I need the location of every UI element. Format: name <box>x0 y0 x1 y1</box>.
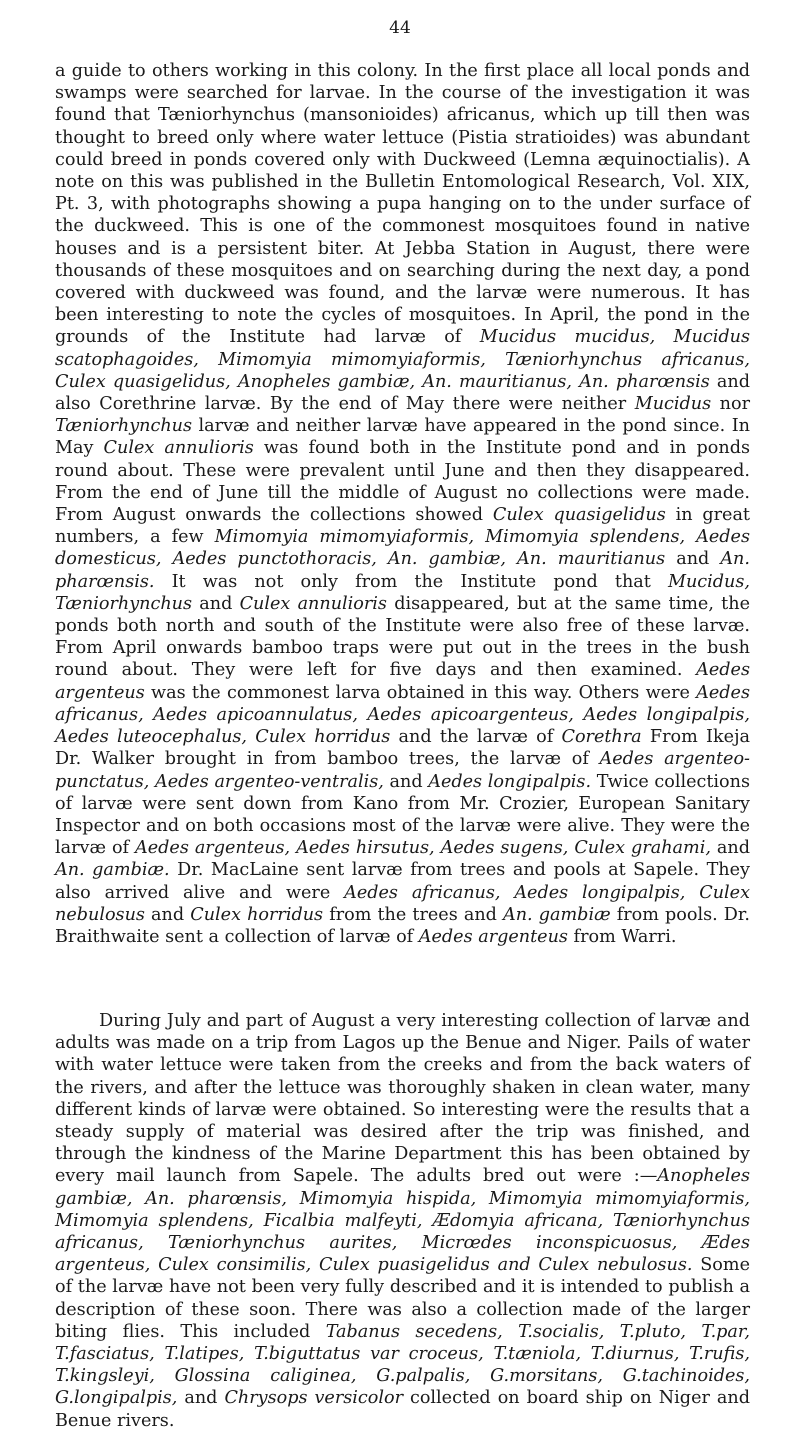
text-run: in great numbers, a few <box>55 505 751 548</box>
species-name: Culex quasigelidus <box>492 505 666 526</box>
species-name: An. gambiæ <box>503 904 611 925</box>
species-name: Aedes argenteus, Aedes hirsutus, Aedes sugens, Culex grahami, <box>135 838 711 859</box>
text-run: nor <box>711 394 750 415</box>
text-run: From Ikeja Dr. Walker brought in from bamboo trees, the larvæ of <box>55 727 751 770</box>
species-name: Culex horridus <box>190 904 324 925</box>
text-run: a guide to others working in this colony. In the first place all local ponds and swamps were searched for larvae. In the course of the investigation it was found that Tæniorhynchus (mansonioides) africanus, which up till then was thought to breed only where water lettuce (Pistia stratioides) was abundant could breed in ponds covered only with Duckweed (Lemna æquinoctialis). A note on this was published in the Bulletin Entomological Research, Vol. XIX, Pt. 3, with photographs showing a pupa hanging on to the under surface of the duckweed. This is one of the commonest mosquitoes found in native houses and is a persistent biter. At Jebba Station in August, there were thousands of these mosquitoes and on searching during the next day, a pond covered with duckweed was found, and the larvæ were numerous. It has been interesting to note the cycles of mosquitoes. In April, the pond in the grounds of the Institute had larvæ of <box>55 61 750 348</box>
species-name: Aedes longipalpis. <box>428 771 592 792</box>
species-name: Mucidus mucidus, Mucidus scatophagoides, Mimomyia mimomyiaformis, Tæniorhynchus africanus, Culex quasigelidus, Anopheles gambiæ, An. mauritianus, An. pharœnsis <box>55 327 750 392</box>
text-run: and <box>665 549 721 570</box>
text-run: and <box>144 904 191 925</box>
body-text <box>55 60 750 948</box>
species-name: Mucidus, Tæniorhynchus <box>55 571 750 614</box>
text-run: larvæ and neither larvæ have appeared in the pond since. In May <box>55 416 750 459</box>
species-name: Mimomyia mimomyiaformis, Mimomyia splendens, Aedes domesticus, Aedes punctothoracis, An. gambiæ, An. mauritianus <box>55 527 751 570</box>
text-run: and the larvæ of <box>390 727 562 748</box>
text-run: disappeared, but at the same time, the ponds both north and south of the Institute were also free of these larvæ. From April onwards bamboo traps were put out in the trees in the bush round about. They were left for five days and then examined. <box>55 593 750 681</box>
species-name: An. pharœnsis. <box>55 549 750 592</box>
species-name: Aedes argenteus <box>55 660 750 703</box>
species-name: Anopheles gambiæ, An. pharœnsis, Mimomyia hispida, Mimomyia mimomyiaformis, Mimomyia splendens, Ficalbia malfeyti, Ædomyia africana, Tæniorhynchus africanus, Tæniorhynchus aurites, Micrœdes inconspicuosus, Ædes argenteus, Culex consimilis, Culex puasigelidus and Culex nebulosus. <box>55 1166 750 1276</box>
species-name: Aedes africanus, Aedes longipalpis, Culex nebulosus <box>55 882 750 925</box>
text-run: Dr. MacLaine sent larvæ from trees and pools at Sapele. They also arrived alive and were <box>55 860 750 903</box>
species-name: An. gambiæ. <box>55 860 170 881</box>
text-run: from the trees and <box>323 904 504 925</box>
species-name: Aedes argenteus <box>418 926 568 947</box>
text-run: and <box>177 1388 225 1409</box>
text-run: and <box>710 838 750 859</box>
text-run: It was not only from the Institute pond that <box>154 571 668 592</box>
text-run: collected on board ship on Niger and Benue rivers. <box>55 1388 750 1431</box>
text-run: and <box>192 593 240 614</box>
text-run: from pools. Dr. Braithwaite sent a collection of larvæ of <box>55 904 750 947</box>
species-name: Mucidus <box>634 394 712 415</box>
paragraph-1 <box>55 60 750 948</box>
paragraph-2 <box>55 1010 750 1432</box>
text-run: and <box>383 771 429 792</box>
text-run: During July and part of August a very interesting collection of larvæ and adults was made on a trip from Lagos up the Benue and Niger. Pails of water with water lettuce were taken from the creeks and from the back waters of the rivers, and after the lettuce was thoroughly shaken in clean water, many different kinds of larvæ were obtained. So interesting were the results that a steady supply of material was desired after the trip was finished, and through the kindness of the Marine Department this has been obtained by every mail launch from Sapele. The adults bred out were :— <box>55 1011 750 1187</box>
species-name: Culex annulioris <box>239 593 387 614</box>
text-run: from Warri. <box>567 926 677 947</box>
species-name: Aedes africanus, Aedes apicoannulatus, Aedes apicoargenteus, Aedes longipalpis, Aedes luteocephalus, Culex horridus <box>55 682 750 748</box>
species-name: Corethra <box>561 727 642 748</box>
body-text-continued <box>55 1010 750 1432</box>
species-name: Tabanus secedens, T.socialis, T.pluto, T.par, T.fasciatus, T.latipes, T.biguttatus var croceus, T.tæniola, T.diurnus, T.rufis, T.kingsleyi, Glossina caliginea, G.palpalis, G.morsitans, G.tachinoides, G.longipalpis, <box>55 1321 750 1409</box>
species-name: Culex annulioris <box>103 438 254 459</box>
text-run: Some of the larvæ have not been very fully described and it is intended to publish a description of these soon. There was also a collection made of the larger biting flies. This included <box>55 1255 750 1342</box>
text-run: Twice collections of larvæ were sent down from Kano from Mr. Crozier, European Sanitary Inspector and on both occasions most of the larvæ were alive. They were the larvæ of <box>55 771 751 859</box>
text-run: was found both in the Institute pond and in ponds round about. These were prevalent until June and then they disappeared. From the end of June till the middle of August no collections were made. From August onwards the collections showed <box>55 438 750 526</box>
page-number: 44 <box>389 18 411 38</box>
text-run: was the commonest larva obtained in this way. Others were <box>144 682 697 703</box>
species-name: Tæniorhynchus <box>55 416 193 437</box>
text-run: and also Corethrine larvæ. By the end of May there were neither <box>55 371 750 415</box>
species-name: Aedes argenteo-punctatus, Aedes argenteo-ventralis, <box>55 749 750 792</box>
species-name: Chrysops versicolor <box>224 1388 403 1409</box>
